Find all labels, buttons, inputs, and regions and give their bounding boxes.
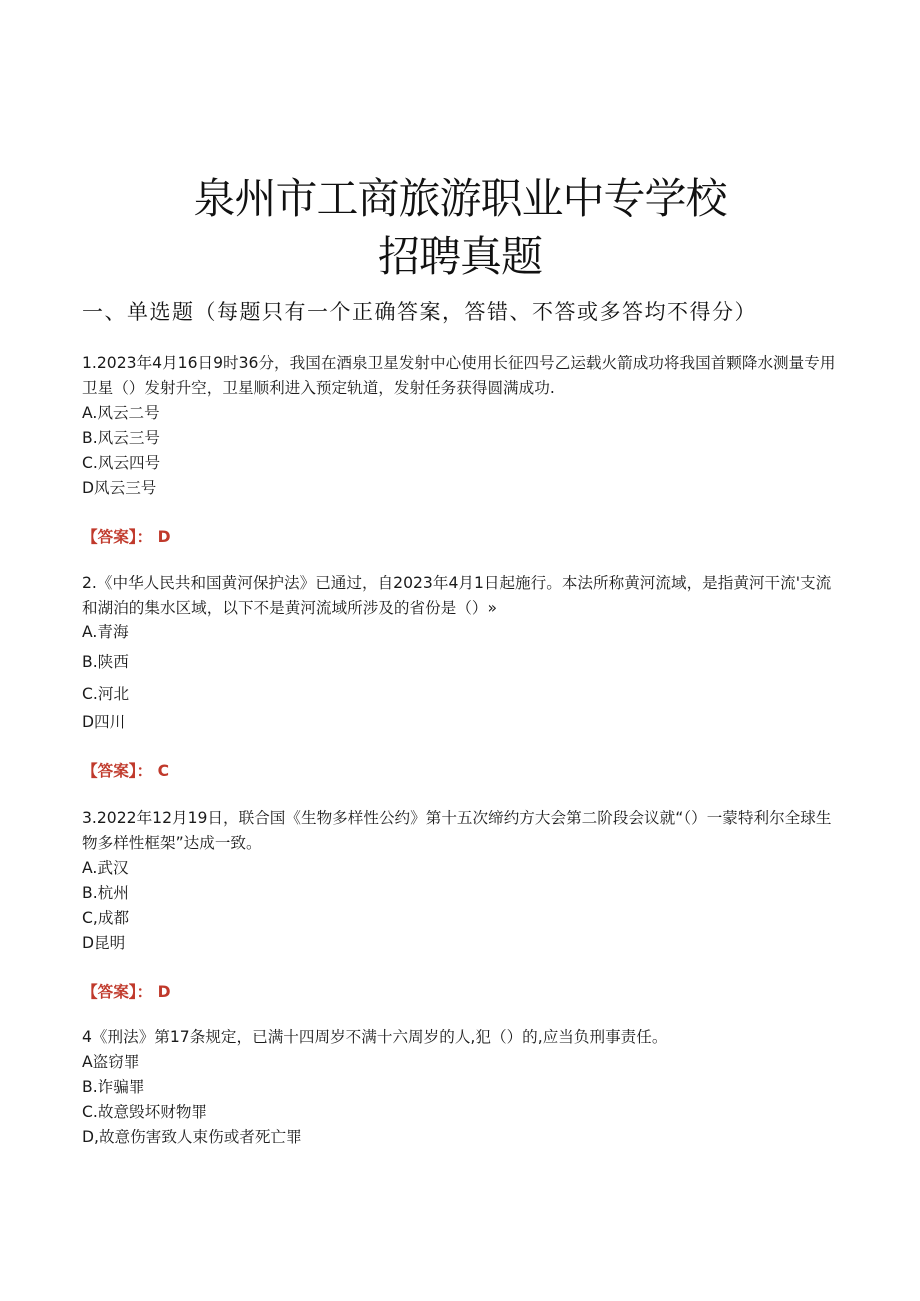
question-1-option-b: B.风云三号 bbox=[82, 429, 161, 447]
question-4-option-b: B.诈骗罪 bbox=[82, 1078, 145, 1096]
question-2-option-b: B.陕西 bbox=[82, 653, 129, 671]
question-1-option-d: D风云三号 bbox=[82, 479, 157, 497]
question-2-answer bbox=[82, 759, 169, 781]
question-1-text: 1.2023年4月16日9时36分，我国在酒泉卫星发射中心使用长征四号乙运载火箭成功将我国首颗降水测量专用卫星（）发射升空，卫星顺利进入预定轨道，发射任务获得圆满成功. bbox=[82, 354, 836, 397]
question-3-option-d: D昆明 bbox=[82, 934, 126, 952]
question-3-answer bbox=[82, 980, 171, 1002]
question-4-option-c: C.故意毁坏财物罪 bbox=[82, 1103, 208, 1121]
question-1-option-a: A.风云二号 bbox=[82, 404, 160, 422]
question-4-option-d: D,故意伤害致人束伤或者死亡罪 bbox=[82, 1128, 302, 1146]
question-4-text: 4《刑法》第17条规定，已满十四周岁不满十六周岁的人,犯（）的,应当负刑事责任。 bbox=[82, 1028, 668, 1046]
question-3-text: 3.2022年12月19日，联合国《生物多样性公约》第十五次缔约方大会第二阶段会议就“（）一蒙特利尔全球生物多样性框架”达成一致。 bbox=[82, 809, 832, 852]
question-1-answer bbox=[82, 525, 171, 547]
answer-value: C bbox=[157, 762, 170, 780]
document-title: 泉州市工商旅游职业中专学校 bbox=[193, 174, 727, 223]
answer-label: 【答案】： bbox=[82, 762, 153, 780]
question-3-option-a: A.武汉 bbox=[82, 859, 129, 877]
answer-label: 【答案】： bbox=[82, 528, 153, 546]
question-4-option-a: A盗窃罪 bbox=[82, 1053, 140, 1071]
question-3-option-c: C,成都 bbox=[82, 909, 130, 927]
section-heading: 一、单选题（每题只有一个正确答案，答错、不答或多答均不得分） bbox=[82, 300, 757, 324]
question-3-option-b: B.杭州 bbox=[82, 884, 129, 902]
question-2-option-d: D四川 bbox=[82, 713, 126, 731]
question-2-text: 2.《中华人民共和国黄河保护法》已通过，自2023年4月1日起施行。本法所称黄河流域，是指黄河干流'支流和湖泊的集水区域，以下不是黄河流域所涉及的省份是（）» bbox=[82, 574, 832, 617]
question-1-option-c: C.风云四号 bbox=[82, 454, 161, 472]
answer-value: D bbox=[157, 983, 171, 1001]
answer-value: D bbox=[157, 528, 171, 546]
question-2-option-c: C.河北 bbox=[82, 685, 130, 703]
answer-label: 【答案】： bbox=[82, 983, 153, 1001]
question-2-option-a: A.青海 bbox=[82, 623, 129, 641]
document-subtitle: 招聘真题 bbox=[377, 232, 542, 281]
